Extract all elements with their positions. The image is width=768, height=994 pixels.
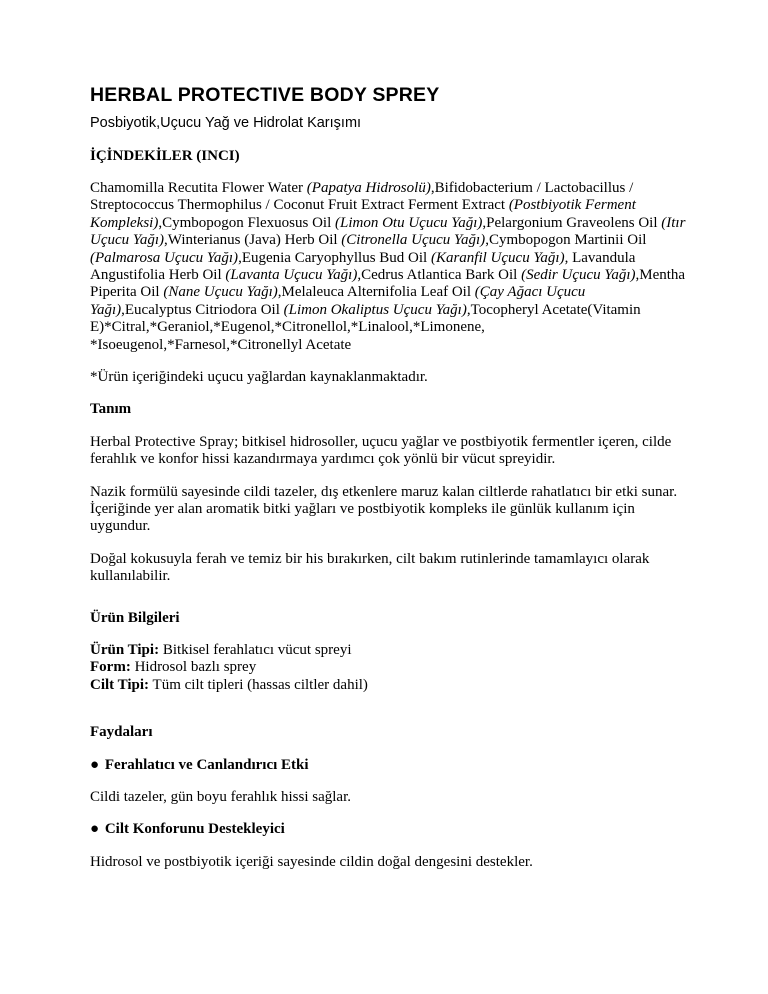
inci-footnote: *Ürün içeriğindeki uçucu yağlardan kaynaklanmaktadır. (90, 368, 428, 385)
inci-section-heading: İÇİNDEKİLER (INCI) (90, 147, 240, 164)
product-info-row-form (90, 659, 688, 676)
description-paragraph-2: Nazik formülü sayesinde cildi tazeler, dış etkenlere maruz kalan ciltlerde rahatlatıcı bir etki sunar. İçeriğinde yer alan aromatik bitki yağları ve postbiyotik kompleks ile günlük kullanım için uygundur. (90, 483, 678, 535)
product-info-row-skin-type (90, 677, 688, 694)
product-info-section-heading: Ürün Bilgileri (90, 609, 180, 626)
product-info-row-type (90, 642, 688, 659)
product-info-value: Tüm cilt tipleri (hassas ciltler dahil) (152, 676, 368, 693)
doc-subtitle: Posbiyotik,Uçucu Yağ ve Hidrolat Karışımı (90, 115, 362, 131)
bullet-icon: ● (90, 821, 100, 838)
benefit-title-text: Cilt Konforunu Destekleyici (104, 821, 285, 838)
benefits-section-heading: Faydaları (90, 724, 153, 741)
product-info-label: Ürün Tipi: (90, 642, 160, 659)
product-info-label: Form: (90, 659, 131, 676)
benefit-title-text: Ferahlatıcı ve Canlandırıcı Etki (104, 756, 309, 773)
description-paragraph-1: Herbal Protective Spray; bitkisel hidrosoller, uçucu yağlar ve postbiyotik fermentler içeren, cilde ferahlık ve konfor hissi kazandırmaya yardımcı çok yönlü bir vücut spreyidir. (90, 433, 672, 468)
bullet-icon: ● (90, 756, 100, 773)
tanim-section-heading: Tanım (90, 401, 132, 418)
page-title: HERBAL PROTECTIVE BODY SPREY (90, 84, 440, 106)
inci-ingredients-paragraph: Chamomilla Recutita Flower Water (Papatya Hidrosolü),Bifidobacterium / Lactobacillus / Streptococcus Thermophilus / Coconut Fruit Extract Ferment Extract (Postbiyotik Ferment Kompleksi),Cymbopogon Flexuosus Oil (Limon Otu Uçucu Yağı),Pelargonium Graveolens Oil (Itır Uçucu Yağı),Winterianus (Java) Herb Oil (Citronella Uçucu Yağı),Cymbopogon Martinii Oil (Palmarosa Uçucu Yağı),Eugenia Caryophyllus Bud Oil (Karanfil Uçucu Yağı), Lavandula Angustifolia Herb Oil (Lavanta Uçucu Yağı),Cedrus Atlantica Bark Oil (Sedir Uçucu Yağı),Mentha Piperita Oil (Nane Uçucu Yağı),Melaleuca Alternifolia Leaf Oil (Çay Ağacı Uçucu Yağı),Eucalyptus Citriodora Oil (Limon Okaliptus Uçucu Yağı),Tocopheryl Acetate(Vitamin E)*Citral,*Geraniol,*Eugenol,*Citronellol,*Linalool,*Limonene, *Isoeugenol,*Farnesol,*Citronellyl Acetate (90, 179, 686, 353)
benefit-item-title-1 (90, 757, 688, 774)
product-info-value: Bitkisel ferahlatıcı vücut spreyi (162, 642, 352, 659)
benefit-item-description-1: Cildi tazeler, gün boyu ferahlık hissi sağlar. (90, 789, 352, 806)
product-info-list (90, 642, 688, 694)
product-info-label: Cilt Tipi: (90, 676, 150, 693)
description-paragraph-3: Doğal kokusuyla ferah ve temiz bir his bırakırken, cilt bakım rutinlerinde tamamlayıcı olarak kullanılabilir. (90, 550, 650, 585)
benefit-item-title-2 (90, 821, 688, 838)
product-info-value: Hidrosol bazlı sprey (134, 659, 257, 676)
benefit-item-description-2: Hidrosol ve postbiyotik içeriği sayesinde cildin doğal dengesini destekler. (90, 853, 533, 870)
